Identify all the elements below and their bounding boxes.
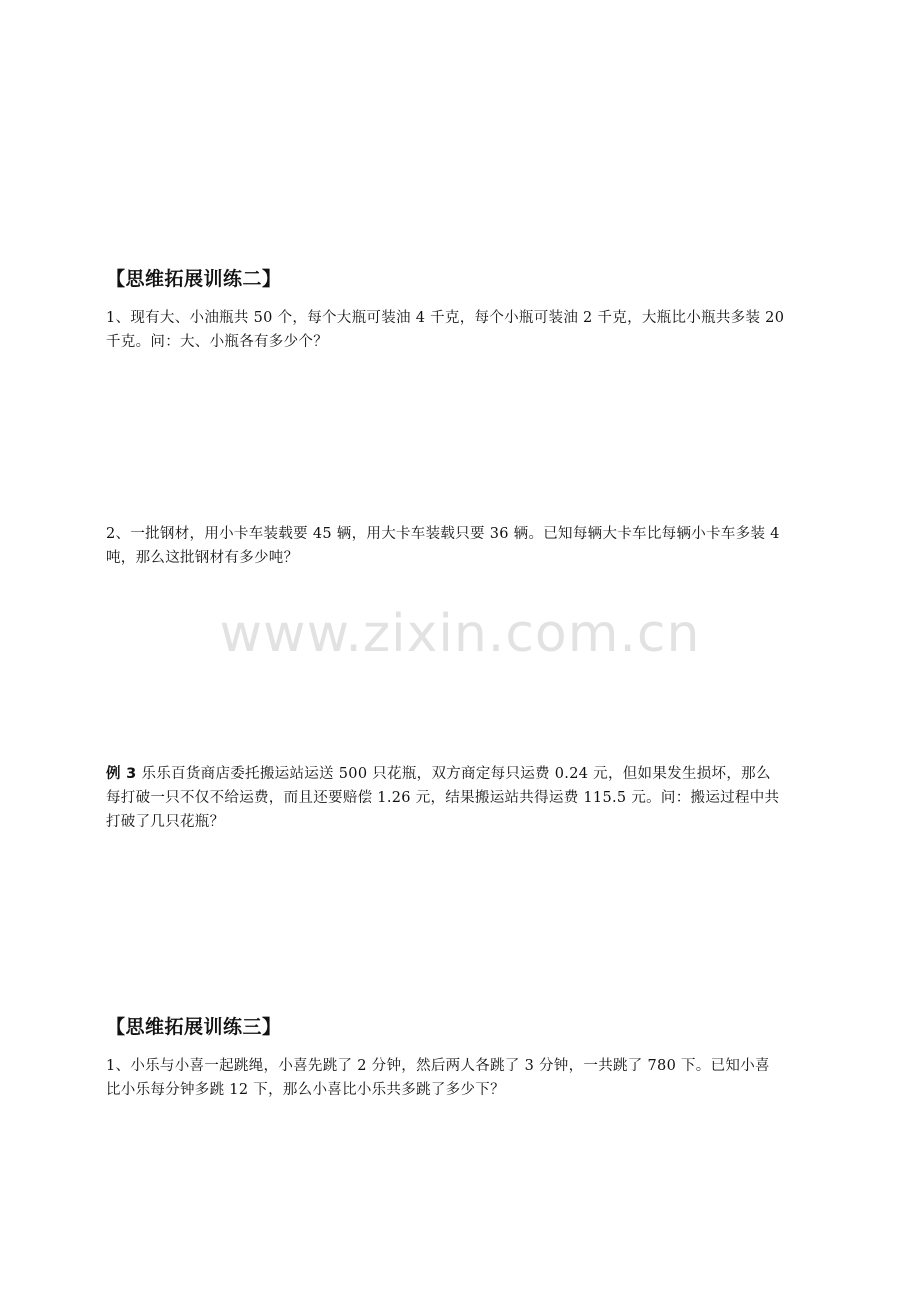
problem-2-line-1: 2、一批钢材，用小卡车装载要 45 辆，用大卡车装载只要 36 辆。已知每辆大卡车比每辆小卡车多装 4	[106, 526, 780, 542]
section-heading-training-2: 【思维拓展训练二】	[106, 268, 282, 290]
problem-3-1-text	[106, 1054, 826, 1102]
watermark: www.zixin.com.cn	[219, 604, 701, 664]
example-3-line-1	[106, 762, 826, 786]
example-3-label: 例 3	[106, 766, 137, 782]
problem-1-text	[106, 306, 826, 354]
problem-3-1-line-1: 1、小乐与小喜一起跳绳，小喜先跳了 2 分钟，然后两人各跳了 3 分钟，一共跳了 780 下。已知小喜	[106, 1058, 770, 1074]
problem-1-line-1: 1、现有大、小油瓶共 50 个，每个大瓶可装油 4 千克，每个小瓶可装油 2 千克，大瓶比小瓶共多装 20	[106, 310, 785, 326]
problem-3-1-line-2: 比小乐每分钟多跳 12 下，那么小喜比小乐共多跳了多少下？	[106, 1082, 505, 1098]
problem-2-text	[106, 522, 826, 570]
example-3-line-3: 打破了几只花瓶？	[106, 814, 225, 830]
problem-1-line-2: 千克。问：大、小瓶各有多少个？	[106, 334, 328, 350]
example-3-line-2: 每打破一只不仅不给运费，而且还要赔偿 1.26 元，结果搬运站共得运费 115.5 元。问：搬运过程中共	[106, 790, 780, 806]
example-3-line-1-text: 乐乐百货商店委托搬运站运送 500 只花瓶，双方商定每只运费 0.24 元，但如果发生损坏，那么	[136, 766, 771, 782]
example-3-text	[106, 762, 826, 834]
problem-2-line-2: 吨，那么这批钢材有多少吨？	[106, 550, 299, 566]
section-heading-training-3: 【思维拓展训练三】	[106, 1016, 282, 1038]
